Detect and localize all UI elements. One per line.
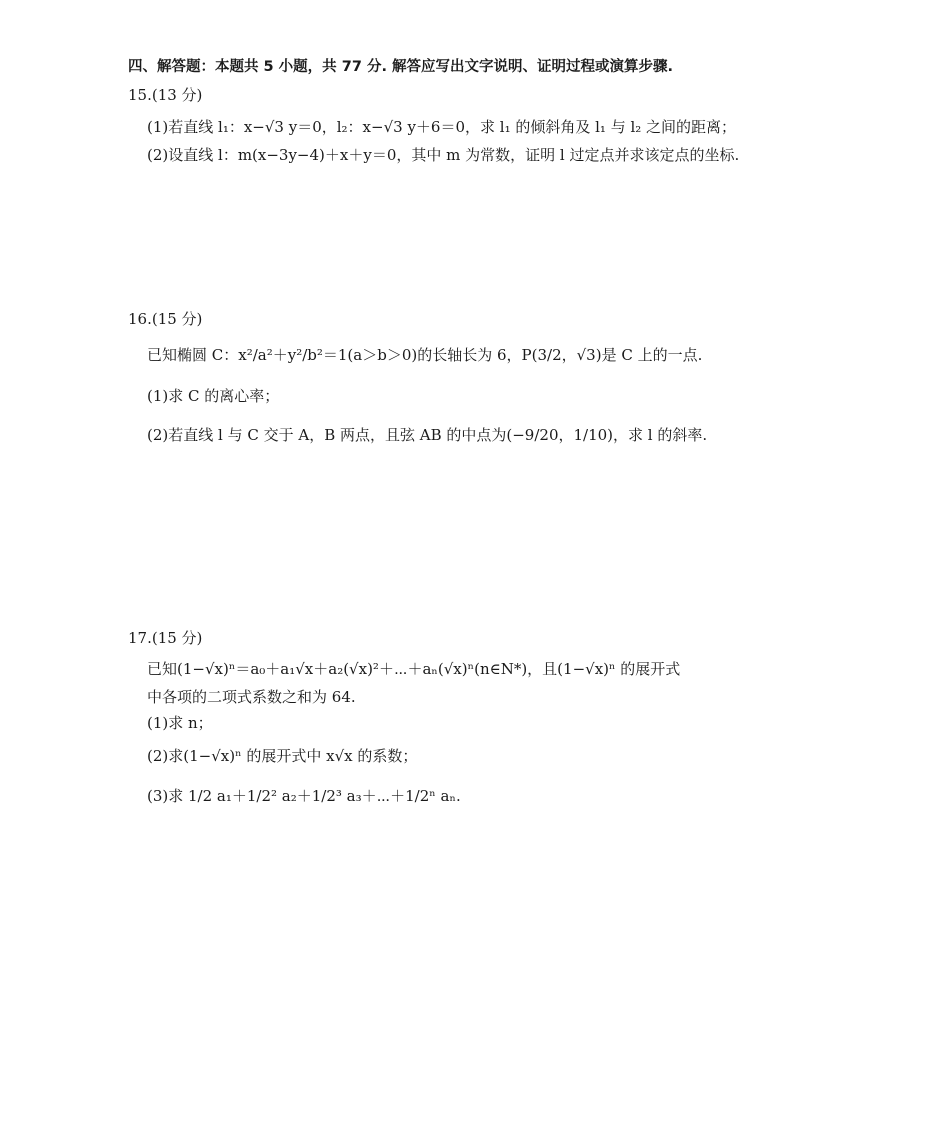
question-17-number: 17.(15 分): [128, 629, 203, 647]
question-17-stem-line-2: 中各项的二项式系数之和为 64.: [147, 688, 356, 706]
question-16-number: 16.(15 分): [128, 310, 203, 328]
question-16-part-2: (2)若直线 l 与 C 交于 A，B 两点，且弦 AB 的中点为(−9/20，1/10)，求 l 的斜率.: [147, 426, 708, 444]
question-17-part-2: (2)求(1−√x)ⁿ 的展开式中 x√x 的系数；: [147, 747, 418, 765]
question-15-part-2: (2)设直线 l：m(x−3y−4)＋x＋y＝0，其中 m 为常数，证明 l 过定点并求该定点的坐标.: [147, 146, 740, 164]
question-17-part-3: (3)求 1/2 a₁＋1/2² a₂＋1/2³ a₃＋⋯＋1/2ⁿ aₙ.: [147, 787, 461, 805]
question-17-stem-line-1: 已知(1−√x)ⁿ＝a₀＋a₁√x＋a₂(√x)²＋⋯＋aₙ(√x)ⁿ(n∈N*)，且(1−√x)ⁿ 的展开式: [147, 660, 681, 678]
question-15-part-1: (1)若直线 l₁：x−√3 y＝0，l₂：x−√3 y＋6＝0，求 l₁ 的倾斜角及 l₁ 与 l₂ 之间的距离；: [147, 118, 737, 136]
question-16-part-1: (1)求 C 的离心率；: [147, 387, 280, 405]
question-15-number: 15.(13 分): [128, 86, 203, 104]
question-16-stem: 已知椭圆 C：x²/a²＋y²/b²＝1(a＞b＞0)的长轴长为 6，P(3/2，√3)是 C 上的一点.: [147, 346, 703, 364]
section-header: 四、解答题：本题共 5 小题，共 77 分. 解答应写出文字说明、证明过程或演算步骤.: [128, 59, 674, 75]
question-17-part-1: (1)求 n；: [147, 714, 213, 732]
